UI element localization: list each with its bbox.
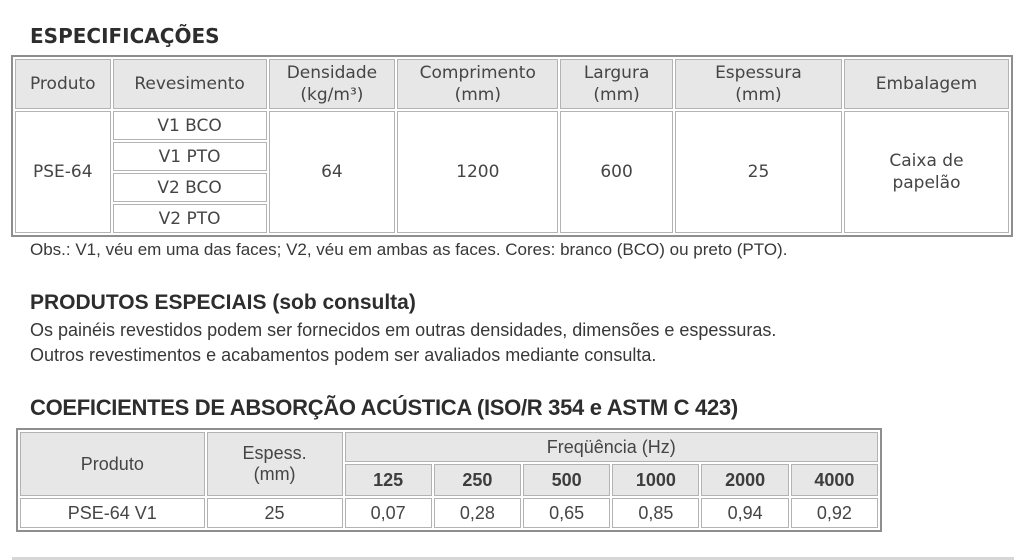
specs-obs-note: Obs.: V1, véu em uma das faces; V2, véu em ambas as faces. Cores: branco (BCO) ou preto (PTO). [30, 240, 788, 259]
col-header-espessura-label: Espessura [715, 63, 802, 83]
col-header-densidade-unit: (kg/m³) [300, 85, 364, 105]
special-products-title: PRODUTOS ESPECIAIS (sob consulta) [30, 291, 416, 314]
acoustic-col-header-produto: Produto [20, 432, 205, 496]
cell-revestimento-4: V2 PTO [113, 204, 267, 233]
freq-header-1000: 1000 [612, 464, 699, 496]
col-header-largura-unit: (mm) [593, 85, 640, 105]
acoustic-cell-4000: 0,92 [791, 498, 878, 528]
freq-header-500: 500 [523, 464, 610, 496]
cell-revestimento-1: V1 BCO [113, 111, 267, 140]
acoustic-title: COEFICIENTES DE ABSORÇÃO ACÚSTICA (ISO/R 354 e ASTM C 423) [30, 395, 738, 420]
cell-comprimento: 1200 [397, 111, 558, 233]
specs-row-1 [15, 111, 1009, 140]
acoustic-cell-250: 0,28 [434, 498, 521, 528]
acoustic-data-row [20, 498, 878, 528]
col-header-densidade-label: Densidade [286, 63, 378, 83]
col-header-comprimento-unit: (mm) [454, 85, 501, 105]
col-header-espessura-unit: (mm) [735, 85, 782, 105]
cell-embalagem-text: Caixa de papelão [889, 151, 964, 193]
acoustic-col-header-frequencia: Freqüência (Hz) [345, 432, 878, 462]
freq-header-125: 125 [345, 464, 432, 496]
col-header-densidade [269, 59, 396, 109]
acoustic-cell-1000: 0,85 [612, 498, 699, 528]
cell-embalagem [844, 111, 1009, 233]
col-header-largura [560, 59, 673, 109]
freq-header-4000: 4000 [791, 464, 878, 496]
col-header-espessura [675, 59, 842, 109]
acoustic-cell-produto: PSE-64 V1 [20, 498, 205, 528]
acoustic-cell-2000: 0,94 [701, 498, 788, 528]
special-products-line-2: Outros revestimentos e acabamentos podem ser avaliados mediante consulta. [30, 345, 657, 365]
acoustic-table [16, 428, 882, 532]
acoustic-col-header-espessura-label: Espess. [242, 443, 307, 463]
acoustic-col-header-espessura-unit: (mm) [253, 464, 296, 484]
cell-densidade: 64 [269, 111, 396, 233]
acoustic-cell-espessura: 25 [207, 498, 343, 528]
specs-title: ESPECIFICAÇÕES [30, 24, 220, 48]
cell-espessura: 25 [675, 111, 842, 233]
col-header-embalagem: Embalagem [844, 59, 1009, 109]
freq-header-250: 250 [434, 464, 521, 496]
col-header-comprimento-label: Comprimento [419, 63, 536, 83]
specs-table [11, 55, 1013, 237]
specs-header-row [15, 59, 1009, 109]
freq-header-2000: 2000 [701, 464, 788, 496]
acoustic-header-row-1 [20, 432, 878, 462]
acoustic-cell-125: 0,07 [345, 498, 432, 528]
col-header-largura-label: Largura [583, 63, 650, 83]
special-products-line-1: Os painéis revestidos podem ser fornecidos em outras densidades, dimensões e espessuras. [30, 320, 777, 340]
col-header-revestimento: Revesimento [113, 59, 267, 109]
cell-largura: 600 [560, 111, 673, 233]
cell-revestimento-3: V2 BCO [113, 173, 267, 202]
col-header-comprimento [397, 59, 558, 109]
cell-produto: PSE-64 [15, 111, 111, 233]
cell-revestimento-2: V1 PTO [113, 142, 267, 171]
col-header-produto: Produto [15, 59, 111, 109]
acoustic-cell-500: 0,65 [523, 498, 610, 528]
acoustic-col-header-espessura [207, 432, 343, 496]
